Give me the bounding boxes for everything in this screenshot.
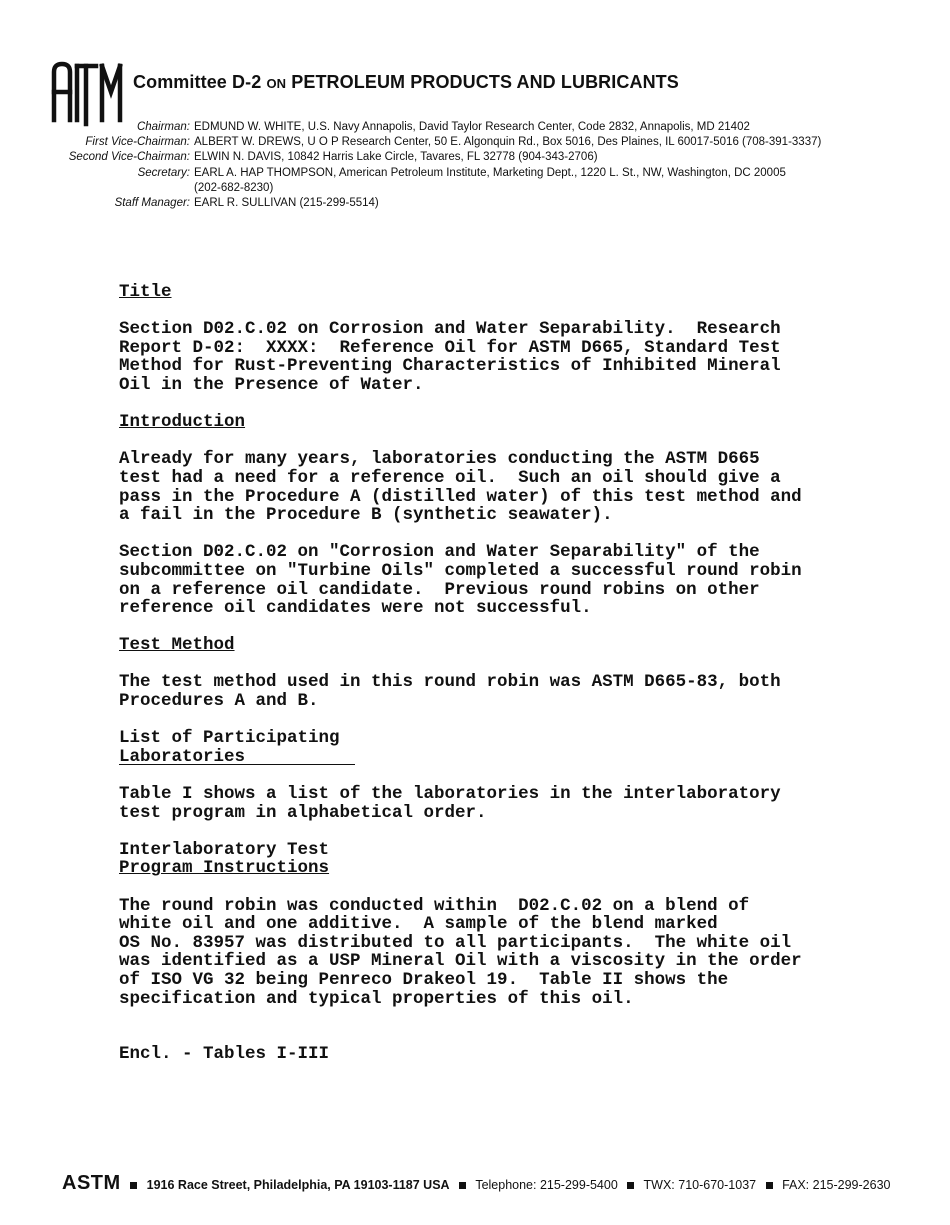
astm-logo-icon — [50, 58, 126, 128]
enclosure-note: Encl. - Tables I-III — [119, 1044, 330, 1065]
committee-prefix: Committee D-2 — [133, 72, 262, 92]
bullet-icon — [459, 1182, 466, 1189]
officer-row — [0, 120, 950, 135]
footer-fax: FAX: 215-299-2630 — [782, 1178, 891, 1192]
officers-list — [0, 120, 950, 211]
document-body — [119, 283, 879, 1064]
labs-heading-line2: Laboratories — [119, 746, 246, 767]
officer-role: First Vice-Chairman: — [85, 136, 190, 149]
labs-heading-line2-wrap — [119, 748, 879, 767]
committee-heading — [133, 72, 679, 93]
introduction-paragraph-2: Section D02.C.02 on "Corrosion and Water Separability" of the subcommittee on "Turbine Oils" completed a successful round robin on a reference oil candidate. Previous round robins on other reference oil candidates were not successful. — [119, 542, 802, 619]
committee-name: PETROLEUM PRODUCTS AND LUBRICANTS — [291, 72, 679, 92]
title-heading: Title — [119, 282, 172, 302]
officer-name: (202-682-8230) — [194, 181, 274, 194]
officer-role: Staff Manager: — [114, 196, 190, 209]
title-text: Section D02.C.02 on Corrosion and Water Separability. Research Report D-02: XXXX: Reference Oil for ASTM D665, Standard Test Method for Rust-Preventing Characteristics of Inhibited Mineral Oil in the Presence of Water. — [119, 319, 781, 395]
footer-twx: TWX: 710-670-1037 — [643, 1178, 757, 1192]
officer-name: ALBERT W. DREWS, U O P Research Center, 50 E. Algonquin Rd., Box 5016, Des Plaines, IL 60017-5016 (708-391-3337) — [194, 136, 822, 149]
labs-text: Table I shows a list of the laboratories in the interlaboratory test program in alphabetical order. — [119, 784, 781, 823]
bullet-icon — [130, 1182, 137, 1189]
officer-name: EDMUND W. WHITE, U.S. Navy Annapolis, David Taylor Research Center, Code 2832, Annapolis, MD 21402 — [194, 121, 750, 133]
test-method-heading: Test Method — [119, 635, 235, 656]
officer-row — [0, 196, 950, 211]
officer-name: ELWIN N. DAVIS, 10842 Harris Lake Circle, Tavares, FL 32778 (904-343-2706) — [194, 151, 598, 164]
officer-name: EARL R. SULLIVAN (215-299-5514) — [194, 196, 379, 209]
labs-heading-line1: List of Participating — [119, 728, 340, 749]
introduction-paragraph-1: Already for many years, laboratories conducting the ASTM D665 test had a need for a reference oil. Such an oil should give a pass in the Procedure A (distilled water) of this test method and a fail in the Procedure B (synthetic seawater). — [119, 449, 802, 526]
officer-role: Secretary: — [137, 166, 190, 179]
bullet-icon — [627, 1182, 634, 1189]
footer-brand: ASTM — [62, 1172, 121, 1194]
instructions-heading-line1: Interlaboratory Test — [119, 839, 330, 860]
introduction-heading: Introduction — [119, 412, 246, 433]
footer-telephone: Telephone: 215-299-5400 — [475, 1178, 618, 1192]
instructions-heading-line2: Program Instructions — [119, 858, 330, 879]
officer-row — [0, 150, 950, 165]
committee-on: ON — [266, 76, 287, 91]
bullet-icon — [766, 1182, 773, 1189]
instructions-heading-line2-wrap — [119, 859, 879, 878]
officer-row — [0, 166, 950, 181]
test-method-text: The test method used in this round robin was ASTM D665-83, both Procedures A and B. — [119, 672, 781, 712]
instructions-text: The round robin was conducted within D02.C.02 on a blend of white oil and one additive. A sample of the blend marked OS No. 83957 was distributed to all participants. The white oil was identified as a USP Mineral Oil with a viscosity in the order of ISO VG 32 being Penreco Drakeol 19. Table II shows the specification and typical properties of this oil. — [119, 895, 802, 1009]
footer — [62, 1172, 890, 1195]
footer-address: 1916 Race Street, Philadelphia, PA 19103-1187 USA — [146, 1178, 450, 1192]
officer-row — [0, 181, 950, 196]
officer-name: EARL A. HAP THOMPSON, American Petroleum Institute, Marketing Dept., 1220 L. St., NW, Washington, DC 20005 — [194, 166, 786, 179]
officer-role: Second Vice-Chairman: — [68, 151, 190, 164]
officer-row — [0, 135, 950, 150]
officer-role: Chairman: — [136, 121, 190, 133]
